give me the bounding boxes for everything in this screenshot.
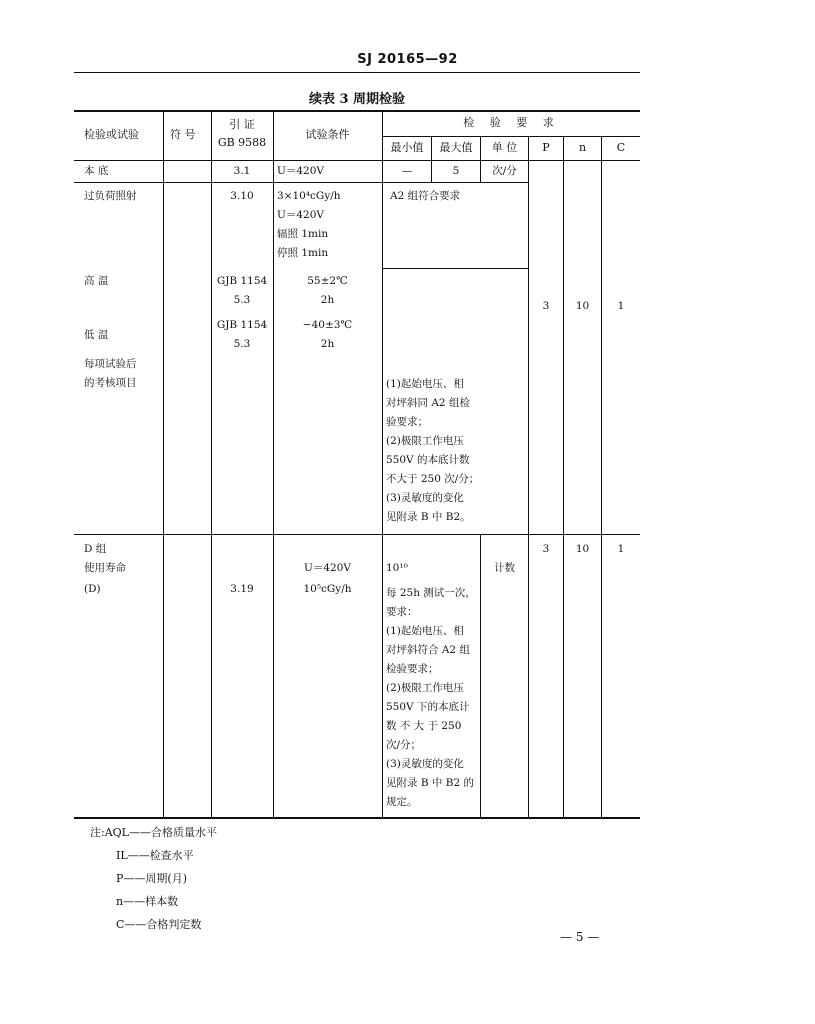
row-life-req-11: 见附录 B 中 B2 的 xyxy=(386,777,474,789)
group-c-n: 10 xyxy=(575,300,590,312)
row-low-temp-condition-2: 2h xyxy=(320,338,335,350)
note-c: C——合格判定数 xyxy=(116,918,202,931)
row-background-item: 本 底 xyxy=(84,165,109,177)
row-background-condition: U＝420V xyxy=(277,165,324,177)
header-ref-line2: GB 9588 xyxy=(217,136,267,149)
row-life-condition-2: 10⁵cGy/h xyxy=(303,583,352,595)
row-overload-condition-1: 3×10⁴cGy/h xyxy=(277,190,341,202)
group-c-p: 3 xyxy=(542,300,550,312)
document-number: SJ 20165—92 xyxy=(357,52,458,67)
row-life-condition-1: U＝420V xyxy=(304,562,351,574)
row-high-temp-item: 高 温 xyxy=(84,275,109,287)
row-low-temp-ref-1: GJB 1154 xyxy=(216,319,268,331)
header-unit: 单 位 xyxy=(491,141,518,154)
row-life-ref: 3.19 xyxy=(230,583,254,595)
row-life-req-1: 每 25h 测试一次， xyxy=(386,587,476,599)
row-line-2 xyxy=(383,268,528,269)
row-overload-condition-3: 辐照 1min xyxy=(277,228,329,240)
col-line-c xyxy=(601,136,602,818)
row-low-temp-item: 低 温 xyxy=(84,329,109,341)
note-n: n——样本数 xyxy=(116,895,179,908)
col-line-requirements xyxy=(382,110,383,818)
header-rule xyxy=(74,72,640,73)
row-life-req-7: 550V 下的本底计 xyxy=(386,701,470,713)
row-post-test-req-2: 对坪斜同 A2 组检 xyxy=(386,397,470,409)
row-life-item-1: D 组 xyxy=(84,543,107,555)
row-life-unit: 计数 xyxy=(494,562,515,574)
header-c: C xyxy=(616,141,626,154)
row-post-test-req-5: 550V 的本底计数 xyxy=(386,454,470,466)
header-symbol: 符 号 xyxy=(170,128,196,141)
row-life-req-12: 规定。 xyxy=(386,796,418,808)
header-requirements: 检 验 要 求 xyxy=(463,116,560,129)
row-post-test-item-2: 的考核项目 xyxy=(84,377,137,389)
row-high-temp-condition-1: 55±2℃ xyxy=(307,275,348,287)
table-title: 续表 3 周期检验 xyxy=(308,92,406,107)
col-line-symbol xyxy=(163,110,164,818)
row-high-temp-condition-2: 2h xyxy=(320,294,335,306)
row-overload-requirement: A2 组符合要求 xyxy=(390,190,461,202)
row-line-3 xyxy=(74,534,640,535)
row-low-temp-condition-1: −40±3℃ xyxy=(302,319,353,331)
note-aql: 注:AQL——合格质量水平 xyxy=(90,826,217,839)
row-overload-item: 过负荷照射 xyxy=(84,190,137,202)
header-ref-line1: 引 证 xyxy=(229,118,255,131)
row-life-min-value: 10¹⁰ xyxy=(386,562,408,574)
row-background-unit: 次/分 xyxy=(492,165,517,177)
note-il: IL——检查水平 xyxy=(116,849,194,862)
header-condition: 试验条件 xyxy=(305,128,350,141)
row-life-item-2: 使用寿命 xyxy=(84,562,126,574)
col-line-ref xyxy=(211,110,212,818)
row-life-req-6: (2)极限工作电压 xyxy=(386,682,464,694)
header-p: P xyxy=(542,141,550,154)
note-p: P——周期(月) xyxy=(116,872,187,885)
row-high-temp-ref-2: 5.3 xyxy=(233,294,251,306)
group-c-c: 1 xyxy=(617,300,625,312)
row-overload-condition-2: U＝420V xyxy=(277,209,324,221)
row-overload-ref: 3.10 xyxy=(230,190,254,202)
page-number: — 5 — xyxy=(560,930,600,944)
row-low-temp-ref-2: 5.3 xyxy=(233,338,251,350)
row-high-temp-ref-1: GJB 1154 xyxy=(216,275,268,287)
header-item: 检验或试验 xyxy=(84,128,139,141)
col-line-p xyxy=(528,136,529,818)
row-life-req-3: (1)起始电压、相 xyxy=(386,625,464,637)
row-life-req-9: 次/分； xyxy=(386,739,422,751)
row-post-test-req-7: (3)灵敏度的变化 xyxy=(386,492,464,504)
table-bottom-border xyxy=(74,817,640,819)
row-life-req-4: 对坪斜符合 A2 组 xyxy=(386,644,470,656)
row-post-test-req-6: 不大于 250 次/分； xyxy=(386,473,480,485)
row-post-test-req-3: 验要求； xyxy=(386,416,428,428)
header-max: 最大值 xyxy=(439,141,473,154)
row-post-test-req-8: 见附录 B 中 B2。 xyxy=(386,511,471,523)
header-min: 最小值 xyxy=(390,141,424,154)
row-background-min: — xyxy=(401,165,413,177)
row-background-max: 5 xyxy=(452,165,460,177)
row-post-test-req-4: (2)极限工作电压 xyxy=(386,435,464,447)
header-bottom-line xyxy=(74,160,640,161)
row-life-c: 1 xyxy=(617,543,625,555)
col-line-condition xyxy=(273,110,274,818)
row-life-req-10: (3)灵敏度的变化 xyxy=(386,758,464,770)
row-life-req-2: 要求： xyxy=(386,606,418,618)
row-life-req-8: 数 不 大 于 250 xyxy=(386,720,462,732)
row-overload-condition-4: 停照 1min xyxy=(277,247,329,259)
row-post-test-req-1: (1)起始电压、相 xyxy=(386,378,464,390)
row-background-ref: 3.1 xyxy=(233,165,251,177)
table-top-border xyxy=(74,110,640,112)
col-line-n xyxy=(563,136,564,818)
row-life-req-5: 检验要求； xyxy=(386,663,439,675)
row-life-p: 3 xyxy=(542,543,550,555)
row-post-test-item-1: 每项试验后 xyxy=(84,358,137,370)
row-life-n: 10 xyxy=(575,543,590,555)
row-line-1 xyxy=(74,182,528,183)
header-n: n xyxy=(578,141,587,154)
row-life-item-3: (D) xyxy=(84,583,101,595)
